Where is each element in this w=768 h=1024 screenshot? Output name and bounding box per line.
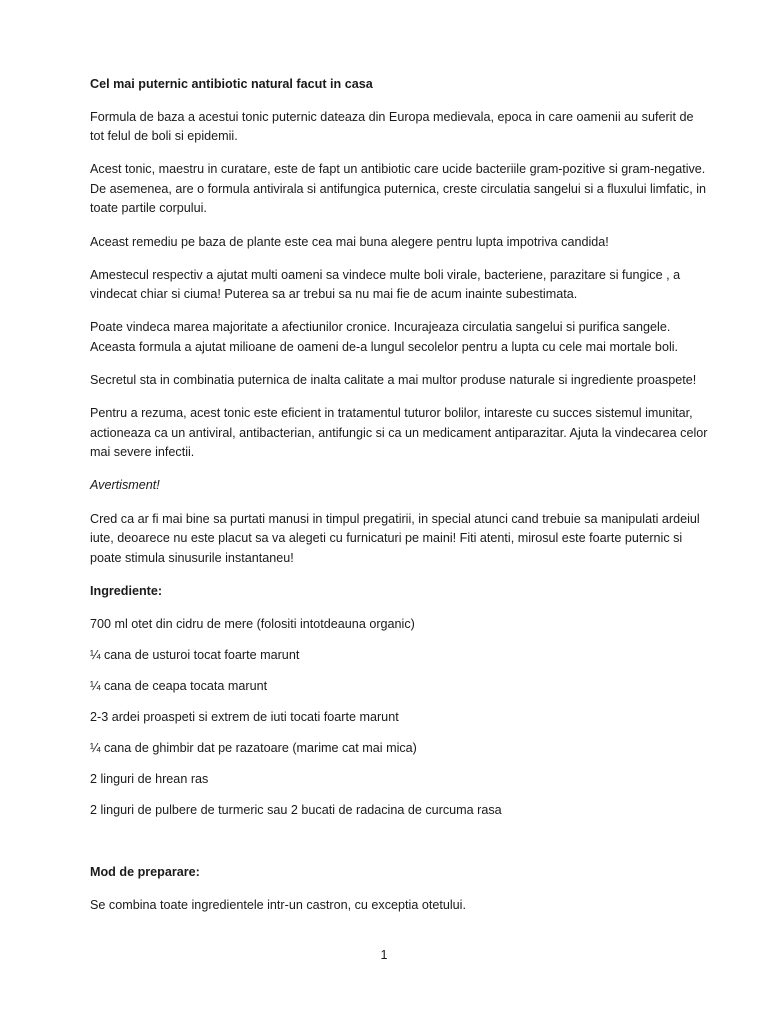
preparation-heading: Mod de preparare: [90,864,200,879]
paragraph-mixture: Amestecul respectiv a ajutat multi oameni sa vindece multe boli virale, bacteriene, parazitare si fungice , a vindecat chiar si ciuma! Puterea sa ar trebui sa nu mai fie de acum inainte subestimata. [90,267,681,302]
ingredient-item: ¼ cana de ghimbir dat pe razatoare (marime cat mai mica) [90,741,417,756]
document-title: Cel mai puternic antibiotic natural facut in casa [90,77,373,91]
ingredients-heading: Ingrediente: [90,583,163,598]
paragraph-chronic: Poate vindeca marea majoritate a afectiunilor cronice. Incurajeaza circulatia sangelui si purifica sangele. Aceasta formula a ajutat milioane de oameni de-a lungul secolelor pentru a lupta cu cele mai mortale boli. [90,320,679,354]
ingredient-item: 2 linguri de hrean ras [90,772,209,787]
paragraph-origin: Formula de baza a acestui tonic puternic dateaza din Europa medievala, epoca in care oamenii au suferit de tot felul de boli si epidemii. [90,109,694,144]
warning-heading: Avertisment! [90,478,160,493]
paragraph-secret: Secretul sta in combinatia puternica de inalta calitate a mai multor produse naturale si ingrediente proaspete! [90,373,697,388]
page-number: 1 [380,948,388,962]
paragraph-summary: Pentru a rezuma, acest tonic este eficient in tratamentul tuturor bolilor, intareste cu succes sistemul imunitar, actioneaza ca un antiviral, antibacterian, antifungic si ca un medicament antiparazitar. Ajuta la vindecarea celor mai severe infectii. [90,406,708,460]
ingredient-item: 2 linguri de pulbere de turmeric sau 2 bucati de radacina de curcuma rasa [90,803,502,818]
ingredient-item: ¼ cana de ceapa tocata marunt [90,679,268,694]
ingredient-item: ¼ cana de usturoi tocat foarte marunt [90,647,300,662]
warning-text: Cred ca ar fi mai bine sa purtati manusi in timpul pregatirii, in special atunci cand trebuie sa manipulati ardeiul iute, deoarece nu este placut sa va alegeti cu furnicaturi pe maini! Fiti atenti, mirosul este foarte puternic si poate stimula sinusurile instantaneu! [90,511,700,565]
paragraph-candida: Aceast remediu pe baza de plante este cea mai buna alegere pentru lupta impotriva candida! [90,234,609,249]
ingredient-item: 2-3 ardei proaspeti si extrem de iuti tocati foarte marunt [90,710,399,725]
preparation-text: Se combina toate ingredientele intr-un castron, cu exceptia otetului. [90,897,466,912]
section-spacer [90,833,708,863]
paragraph-antibiotic: Acest tonic, maestru in curatare, este de fapt un antibiotic care ucide bacteriile gram-pozitive si gram-negative. De asemenea, are o formula antivirala si antifungica puternica, creste circulatia sangelui si a fluxului limfatic, in toate partile corpului. [90,162,706,216]
ingredient-item: 700 ml otet din cidru de mere (folositi intotdeauna organic) [90,616,415,631]
